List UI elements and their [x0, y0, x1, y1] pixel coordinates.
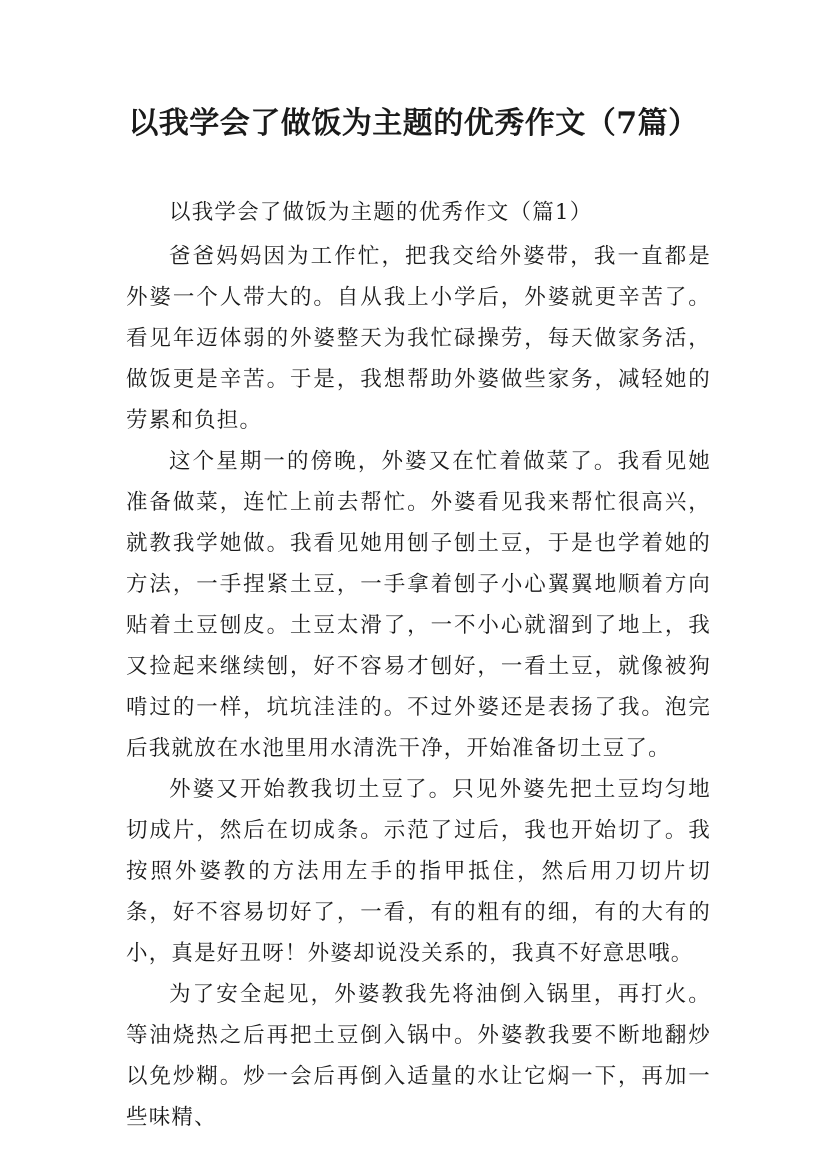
paragraph: 外婆又开始教我切土豆了。只见外婆先把土豆均匀地切成片，然后在切成条。示范了过后，我也开始切了。我按照外婆教的方法用左手的指甲抵住，然后用刀切片切条，好不容易切好了，一看，有的粗有的细，有的大有的小，真是好丑呀！外婆却说没关系的，我真不好意思哦。 [126, 777, 711, 966]
document-body [126, 192, 711, 1138]
paragraph: 为了安全起见，外婆教我先将油倒入锅里，再打火。等油烧热之后再把土豆倒入锅中。外婆教我要不断地翻炒以免炒糊。炒一会后再倒入适量的水让它焖一下，再加一些味精、 [126, 982, 711, 1130]
document-title: 以我学会了做饭为主题的优秀作文（7篇） [128, 106, 699, 141]
paragraph: 这个星期一的傍晚，外婆又在忙着做菜了。我看见她准备做菜，连忙上前去帮忙。外婆看见我来帮忙很高兴，就教我学她做。我看见她用刨子刨土豆，于是也学着她的方法，一手捏紧土豆，一手拿着刨子小心翼翼地顺着方向贴着土豆刨皮。土豆太滑了，一不小心就溜到了地上，我又捡起来继续刨，好不容易才刨好，一看土豆，就像被狗啃过的一样，坑坑洼洼的。不过外婆还是表扬了我。泡完后我就放在水池里用水清洗干净，开始准备切土豆了。 [126, 449, 711, 761]
paragraph: 爸爸妈妈因为工作忙，把我交给外婆带，我一直都是外婆一个人带大的。自从我上小学后，外婆就更辛苦了。看见年迈体弱的外婆整天为我忙碌操劳，每天做家务活，做饭更是辛苦。于是，我想帮助外婆做些家务，减轻她的劳累和负担。 [126, 244, 711, 433]
section-heading: 以我学会了做饭为主题的优秀作文（篇1） [169, 200, 593, 225]
